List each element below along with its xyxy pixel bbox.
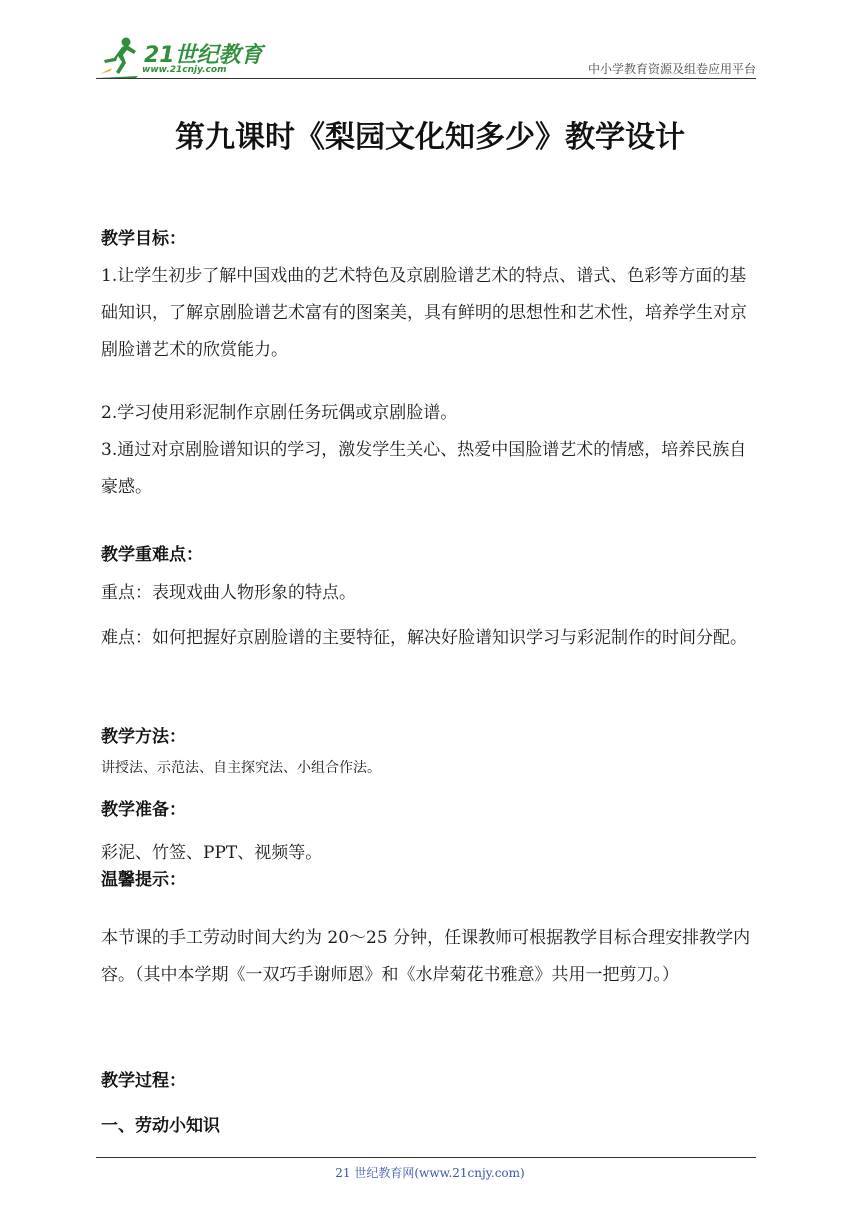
objective-3: 3.通过对京剧脸谱知识的学习，激发学生关心、热爱中国脸谱艺术的情感，培养民族自豪感。 [101,440,747,497]
objective-2: 2.学习使用彩泥制作京剧任务玩偶或京剧脸谱。 [101,403,458,423]
process-heading: 教学过程： [101,1071,186,1091]
tips-heading: 温馨提示： [101,870,186,890]
preparation-text: 彩泥、竹签、PPT、视频等。 [101,843,323,863]
part-one-heading: 一、劳动小知识 [101,1116,220,1136]
page-header [96,34,756,80]
key-point: 重点：表现戏曲人物形象的特点。 [101,583,356,603]
key-points-heading: 教学重难点： [101,545,203,565]
difficult-point: 难点：如何把握好京剧脸谱的主要特征，解决好脸谱知识学习与彩泥制作的时间分配。 [101,628,747,648]
footer-text: 21 世纪教育网(www.21cnjy.com) [335,1166,525,1180]
logo [96,34,266,80]
runner-logo-icon [96,34,142,80]
logo-text: 21世纪教育 [144,43,263,68]
objectives-heading: 教学目标： [101,229,186,249]
tips-text: 本节课的手工劳动时间大约为 20～25 分钟，任课教师可根据教学目标合理安排教学内容。（其中本学期《一双巧手谢师恩》和《水岸菊花书雅意》共用一把剪刀。） [101,928,751,985]
footer-divider [96,1157,756,1158]
preparation-heading: 教学准备： [101,800,186,820]
methods-text: 讲授法、示范法、自主探究法、小组合作法。 [101,760,381,776]
methods-heading: 教学方法： [101,727,186,747]
header-divider [96,78,756,79]
platform-label: 中小学教育资源及组卷应用平台 [587,62,756,76]
logo-url: www.21cnjy.com [142,65,227,75]
document-title: 第九课时《梨园文化知多少》教学设计 [175,120,685,155]
objective-1: 1.让学生初步了解中国戏曲的艺术特色及京剧脸谱艺术的特点、谱式、色彩等方面的基础知识，了解京剧脸谱艺术富有的图案美，具有鲜明的思想性和艺术性，培养学生对京剧脸谱艺术的欣赏能力。 [101,266,747,360]
